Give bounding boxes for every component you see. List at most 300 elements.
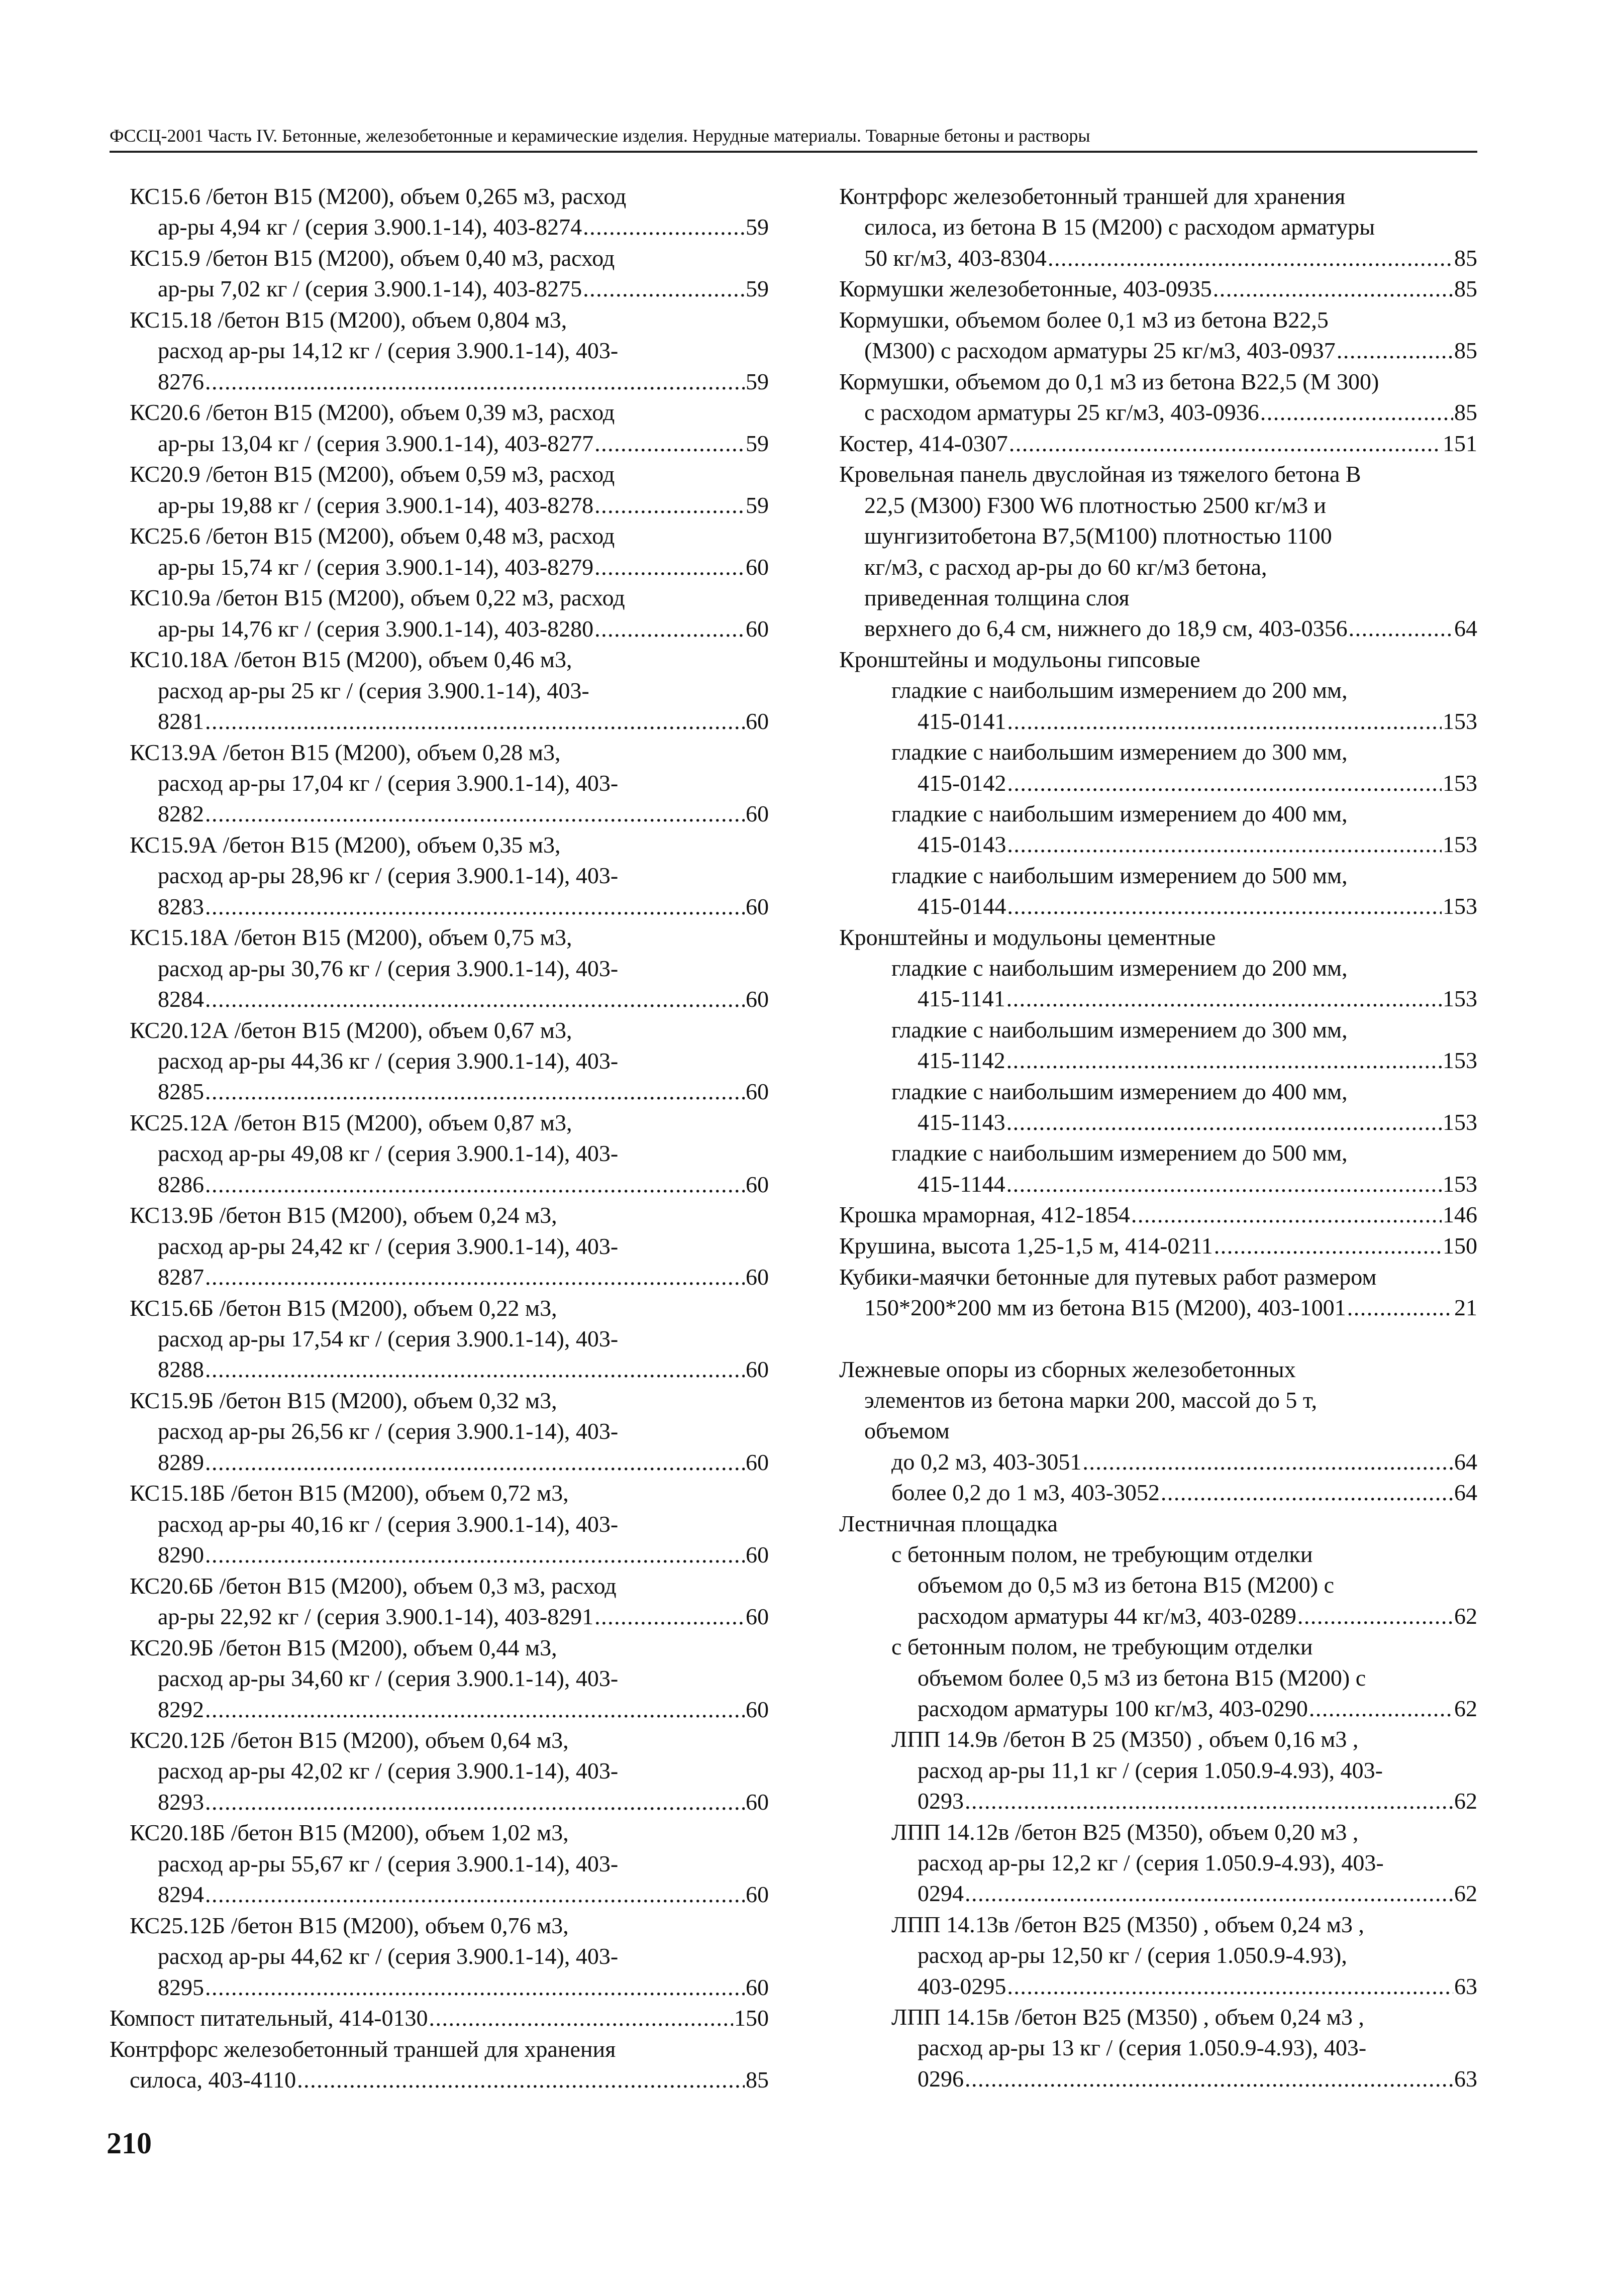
index-text: объемом <box>864 1418 950 1444</box>
index-text: Кровельная панель двуслойная из тяжелого бетона В <box>839 461 1361 487</box>
leader-dots <box>1006 1045 1442 1076</box>
index-text: КС20.9 /бетон В15 (М200), объем 0,59 м3, расход <box>130 461 615 487</box>
index-text: гладкие с наибольшим измерением до 300 мм, <box>891 739 1348 765</box>
page-reference: 60 <box>746 1882 769 1908</box>
index-text: с бетонным полом, не требующим отделки <box>891 1634 1313 1660</box>
index-entry <box>110 1385 769 1478</box>
index-line <box>110 490 769 520</box>
index-line <box>110 1046 769 1076</box>
index-line <box>110 922 769 953</box>
index-text: элементов из бетона марки 200, массой до 5 т, <box>864 1387 1318 1413</box>
index-line <box>839 2002 1477 2032</box>
index-text: гладкие с наибольшим измерением до 500 мм, <box>891 1140 1348 1166</box>
leader-dots <box>1349 613 1453 644</box>
page-reference: 64 <box>1454 1480 1477 1506</box>
page-reference: 153 <box>1443 1171 1477 1197</box>
index-line <box>110 212 769 242</box>
index-text: 150*200*200 мм из бетона В15 (М200), 403-1001 <box>864 1294 1346 1320</box>
index-line <box>839 304 1477 335</box>
index-entry <box>110 1478 769 1570</box>
leader-dots <box>205 1694 745 1725</box>
leader-dots <box>205 1076 745 1107</box>
leader-dots <box>1006 983 1442 1014</box>
index-text: объемом до 0,5 м3 из бетона В15 (М200) с <box>918 1572 1334 1598</box>
index-text: расход ар-ры 34,60 кг / (серия 3.900.1-14), 403- <box>158 1665 619 1692</box>
index-line <box>110 768 769 798</box>
index-text: 8292 <box>158 1696 204 1722</box>
index-text: КС15.9А /бетон В15 (М200), объем 0,35 м3, <box>130 831 561 858</box>
index-line <box>839 1014 1477 1045</box>
index-line <box>839 768 1477 798</box>
index-entry <box>110 644 769 737</box>
page-number: 210 <box>107 2127 152 2160</box>
index-text: гладкие с наибольшим измерением до 500 мм, <box>891 862 1348 888</box>
leader-dots <box>1297 1601 1453 1631</box>
index-text: Кормушки, объемом до 0,1 м3 из бетона В22,5 (М 300) <box>839 368 1379 394</box>
index-text: до 0,2 м3, 403-3051 <box>891 1448 1082 1475</box>
index-text: ар-ры 13,04 кг / (серия 3.900.1-14), 403-8277 <box>158 430 594 456</box>
leader-dots <box>965 1786 1453 1816</box>
index-line <box>839 1724 1477 1754</box>
index-text: верхнего до 6,4 см, нижнего до 18,9 см, 403-0356 <box>864 615 1348 642</box>
index-text: гладкие с наибольшим измерением до 300 мм, <box>891 1016 1348 1042</box>
index-line <box>839 644 1477 675</box>
leader-dots <box>205 1169 745 1200</box>
index-text: 8286 <box>158 1171 204 1197</box>
index-line <box>839 1631 1477 1662</box>
index-text: КС20.18Б /бетон В15 (М200), объем 1,02 м3, <box>130 1820 569 1846</box>
index-line <box>110 891 769 922</box>
leader-dots <box>205 891 745 922</box>
leader-dots <box>1347 1292 1453 1323</box>
leader-dots <box>1161 1477 1453 1508</box>
page-reference: 60 <box>746 1079 769 1105</box>
index-entry <box>110 1015 769 1107</box>
index-line <box>839 243 1477 273</box>
index-text: Кормушки железобетонные, 403-0935 <box>839 276 1212 302</box>
index-text: расходом арматуры 44 кг/м3, 403-0289 <box>918 1603 1296 1629</box>
leader-dots <box>205 1972 745 2003</box>
leader-dots <box>965 2063 1453 2094</box>
page-reference: 151 <box>1443 430 1477 456</box>
index-text: 8290 <box>158 1542 204 1568</box>
index-line <box>110 1787 769 1817</box>
index-line <box>110 1694 769 1725</box>
index-line <box>110 304 769 335</box>
index-line <box>110 1571 769 1601</box>
index-text: 22,5 (М300) F300 W6 плотностью 2500 кг/м3 и <box>864 492 1327 518</box>
page-reference: 153 <box>1443 770 1477 796</box>
index-line <box>110 1663 769 1694</box>
index-entry <box>110 1817 769 1910</box>
index-line <box>839 1199 1477 1230</box>
index-text: Лестничная площадка <box>839 1510 1058 1536</box>
index-line <box>839 212 1477 242</box>
index-line <box>110 1509 769 1539</box>
index-text: КС20.9Б /бетон В15 (М200), объем 0,44 м3, <box>130 1634 557 1660</box>
index-text: расход ар-ры 28,96 кг / (серия 3.900.1-14), 403- <box>158 863 619 889</box>
index-text: Кронштейны и модульоны цементные <box>839 924 1216 950</box>
page-reference: 60 <box>746 1604 769 1630</box>
index-entry <box>110 459 769 520</box>
index-line <box>110 613 769 644</box>
index-line <box>839 1508 1477 1539</box>
index-text: Контрфорс железобетонный траншей для хранения <box>839 183 1346 209</box>
index-line <box>839 1137 1477 1168</box>
index-line <box>839 428 1477 459</box>
index-text: 8285 <box>158 1079 204 1105</box>
index-line <box>839 1477 1477 1508</box>
index-entry <box>110 1293 769 1385</box>
index-text: расход ар-ры 44,36 кг / (серия 3.900.1-14), 403- <box>158 1048 619 1074</box>
index-text: Костер, 414-0307 <box>839 430 1008 456</box>
index-line <box>110 2034 769 2064</box>
index-entry <box>110 1200 769 1292</box>
index-line <box>839 1230 1477 1261</box>
index-line <box>110 1601 769 1632</box>
index-entry <box>110 397 769 459</box>
leader-dots <box>1007 829 1442 860</box>
index-line <box>110 737 769 768</box>
index-line <box>839 1940 1477 1970</box>
page-reference: 59 <box>746 492 769 518</box>
index-text: расход ар-ры 12,2 кг / (серия 1.050.9-4.93), 403- <box>918 1849 1384 1875</box>
leader-dots <box>297 2064 745 2095</box>
page-reference: 60 <box>746 615 769 642</box>
index-text: КС15.9Б /бетон В15 (М200), объем 0,32 м3, <box>130 1388 557 1414</box>
page-reference: 59 <box>746 368 769 394</box>
index-text: ар-ры 22,92 кг / (серия 3.900.1-14), 403-8291 <box>158 1604 594 1630</box>
index-line <box>839 1817 1477 1847</box>
index-text: силоса, 403-4110 <box>130 2067 296 2093</box>
index-line <box>839 1693 1477 1724</box>
index-line <box>110 1138 769 1169</box>
index-line <box>110 1632 769 1663</box>
page-reference: 85 <box>1454 338 1477 364</box>
page-reference: 60 <box>746 1356 769 1383</box>
index-line <box>110 1539 769 1570</box>
index-entry <box>839 1262 1477 1323</box>
index-text: расход ар-ры 49,08 кг / (серия 3.900.1-14), 403- <box>158 1140 619 1167</box>
index-line <box>110 1879 769 1910</box>
index-line <box>110 1972 769 2003</box>
index-line <box>839 1385 1477 1415</box>
index-text: 8295 <box>158 1974 204 2000</box>
index-entry <box>839 1199 1477 1230</box>
index-line <box>110 1725 769 1755</box>
page-reference: 60 <box>746 986 769 1012</box>
page-reference: 60 <box>746 1542 769 1568</box>
index-entry <box>110 181 769 243</box>
index-text: силоса, из бетона В 15 (М200) с расходом арматуры <box>864 214 1375 240</box>
index-line <box>110 1848 769 1879</box>
index-text: расход ар-ры 25 кг / (серия 3.900.1-14), 403- <box>158 677 589 703</box>
page-reference: 62 <box>1454 1881 1477 1907</box>
index-line <box>110 366 769 397</box>
index-entry <box>110 520 769 582</box>
index-line <box>839 922 1477 953</box>
page-reference: 62 <box>1454 1696 1477 1721</box>
leader-dots <box>205 706 745 737</box>
index-line <box>110 582 769 613</box>
index-text: приведенная толщина слоя <box>864 585 1130 611</box>
index-line <box>110 552 769 582</box>
index-text: 8284 <box>158 986 204 1012</box>
leader-dots <box>1006 1169 1442 1199</box>
index-text: расход ар-ры 11,1 кг / (серия 1.050.9-4.93), 403- <box>918 1757 1383 1783</box>
index-text: гладкие с наибольшим измерением до 400 мм, <box>891 800 1348 826</box>
page-reference: 60 <box>746 554 769 580</box>
leader-dots <box>1337 335 1453 366</box>
page-reference: 153 <box>1443 986 1477 1012</box>
index-entry <box>110 2003 769 2033</box>
entry-gap <box>839 1323 1477 1354</box>
page-reference: 153 <box>1443 893 1477 919</box>
index-text: расход ар-ры 24,42 кг / (серия 3.900.1-14), 403- <box>158 1233 619 1259</box>
index-line <box>839 459 1477 489</box>
index-text: гладкие с наибольшим измерением до 200 мм, <box>891 677 1348 703</box>
index-line <box>839 1847 1477 1878</box>
page-reference: 64 <box>1454 1448 1477 1475</box>
index-entry <box>839 1230 1477 1261</box>
page-reference: 153 <box>1443 708 1477 734</box>
index-line <box>839 2063 1477 2094</box>
page-reference: 60 <box>746 801 769 827</box>
index-text: расход ар-ры 26,56 кг / (серия 3.900.1-14), 403- <box>158 1418 619 1444</box>
index-line <box>839 1107 1477 1137</box>
index-text: КС25.12А /бетон В15 (М200), объем 0,87 м3, <box>130 1109 572 1135</box>
index-text: КС25.6 /бетон В15 (М200), объем 0,48 м3, расход <box>130 523 615 549</box>
index-text: КС25.12Б /бетон В15 (М200), объем 0,76 м3, <box>130 1912 569 1938</box>
index-line <box>839 1262 1477 1292</box>
index-text: 50 кг/м3, 403-8304 <box>864 245 1047 271</box>
index-line <box>839 2032 1477 2063</box>
index-line <box>839 983 1477 1014</box>
page-reference: 85 <box>1454 245 1477 271</box>
running-header: ФССЦ-2001 Часть IV. Бетонные, железобетонные и керамические изделия. Нерудные материалы. Товарные бетоны и растворы <box>110 126 1090 146</box>
index-text: КС13.9Б /бетон В15 (М200), объем 0,24 м3, <box>130 1202 557 1228</box>
page-reference: 63 <box>1454 1973 1477 1999</box>
index-text: 8282 <box>158 801 204 827</box>
leader-dots <box>1007 706 1442 737</box>
page-reference: 59 <box>746 276 769 302</box>
index-line <box>110 1231 769 1262</box>
index-text: ЛПП 14.13в /бетон В25 (М350) , объем 0,24 м3 , <box>891 1911 1364 1937</box>
index-text: КС20.6Б /бетон В15 (М200), объем 0,3 м3, расход <box>130 1573 617 1599</box>
index-line <box>110 1817 769 1848</box>
page-reference: 60 <box>746 1264 769 1290</box>
index-entry <box>110 922 769 1014</box>
index-line <box>839 273 1477 304</box>
index-line <box>110 520 769 551</box>
index-line <box>839 1169 1477 1199</box>
index-text: Крушина, высота 1,25-1,5 м, 414-0211 <box>839 1232 1213 1259</box>
index-line <box>110 1262 769 1292</box>
index-line <box>110 1015 769 1046</box>
index-entry <box>110 304 769 397</box>
index-line <box>839 613 1477 644</box>
leader-dots <box>1048 243 1453 273</box>
index-entry <box>110 1910 769 2003</box>
index-entry <box>839 922 1477 1200</box>
index-entry <box>110 1632 769 1725</box>
index-text: 8283 <box>158 893 204 919</box>
index-text: ар-ры 15,74 кг / (серия 3.900.1-14), 403-8279 <box>158 554 594 580</box>
index-text: объемом более 0,5 м3 из бетона В15 (М200) с <box>918 1664 1366 1691</box>
index-line <box>839 1878 1477 1909</box>
index-line <box>839 520 1477 551</box>
index-line <box>839 1971 1477 2002</box>
index-line <box>839 1662 1477 1693</box>
leader-dots <box>1131 1199 1442 1230</box>
index-text: расходом арматуры 100 кг/м3, 403-0290 <box>918 1696 1308 1721</box>
index-line <box>839 366 1477 397</box>
index-entry <box>839 1354 1477 1508</box>
page-reference: 60 <box>746 1696 769 1722</box>
page-reference: 85 <box>1454 276 1477 302</box>
index-line <box>110 1354 769 1385</box>
index-text: 415-0141 <box>918 708 1006 734</box>
index-text: расход ар-ры 30,76 кг / (серия 3.900.1-14), 403- <box>158 955 619 981</box>
index-text: КС15.6 /бетон В15 (М200), объем 0,265 м3, расход <box>130 183 627 209</box>
leader-dots <box>965 1878 1453 1909</box>
index-line <box>839 181 1477 212</box>
leader-dots <box>1213 273 1453 304</box>
leader-dots <box>1082 1446 1453 1477</box>
index-text: 8293 <box>158 1789 204 1815</box>
page-reference: 62 <box>1454 1788 1477 1814</box>
index-text: ЛПП 14.9в /бетон В 25 (М350) , объем 0,16 м3 , <box>891 1726 1359 1752</box>
header-rule <box>110 151 1477 153</box>
index-line <box>839 860 1477 891</box>
index-line <box>839 335 1477 366</box>
index-text: 0293 <box>918 1788 964 1814</box>
leader-dots <box>429 2003 733 2033</box>
leader-dots <box>205 1447 745 1478</box>
index-column-left <box>110 181 769 2096</box>
index-text: 8281 <box>158 708 204 734</box>
page-reference: 59 <box>746 430 769 456</box>
leader-dots <box>205 1539 745 1570</box>
index-line <box>839 798 1477 829</box>
index-text: кг/м3, с расход ар-ры до 60 кг/м3 бетона, <box>864 554 1267 580</box>
index-text: КС20.12Б /бетон В15 (М200), объем 0,64 м3, <box>130 1727 569 1753</box>
leader-dots <box>583 273 745 304</box>
index-entry <box>839 1508 1477 2094</box>
page-reference: 62 <box>1454 1603 1477 1629</box>
page-reference: 60 <box>746 1171 769 1197</box>
page-reference: 85 <box>1454 399 1477 426</box>
index-text: расход ар-ры 12,50 кг / (серия 1.050.9-4.93), <box>918 1942 1347 1968</box>
index-line <box>839 1570 1477 1600</box>
index-line <box>110 1107 769 1138</box>
index-text: 415-1144 <box>918 1171 1005 1197</box>
index-text: гладкие с наибольшим измерением до 400 мм, <box>891 1078 1348 1104</box>
index-entry <box>110 737 769 829</box>
index-line <box>110 1941 769 1971</box>
index-entry <box>839 644 1477 922</box>
index-text: КС15.6Б /бетон В15 (М200), объем 0,22 м3, <box>130 1295 557 1321</box>
page-reference: 153 <box>1443 1048 1477 1074</box>
index-line <box>110 953 769 984</box>
index-text: Лежневые опоры из сборных железобетонных <box>839 1356 1296 1382</box>
index-line <box>839 737 1477 767</box>
index-entry <box>839 181 1477 273</box>
index-line <box>110 860 769 891</box>
index-line <box>110 644 769 675</box>
leader-dots <box>205 798 745 829</box>
index-text: с бетонным полом, не требующим отделки <box>891 1541 1313 1568</box>
leader-dots <box>1009 428 1442 459</box>
page-reference: 60 <box>746 1449 769 1475</box>
leader-dots <box>205 1262 745 1292</box>
leader-dots <box>594 428 745 459</box>
leader-dots <box>1007 1971 1453 2002</box>
page-reference: 63 <box>1454 2065 1477 2092</box>
index-line <box>839 552 1477 582</box>
index-text: Кубики-маячки бетонные для путевых работ размером <box>839 1264 1377 1290</box>
index-text: КС15.18 /бетон В15 (М200), объем 0,804 м3, <box>130 306 567 333</box>
index-entry <box>839 273 1477 304</box>
index-entry <box>839 428 1477 459</box>
index-text: Компост питательный, 414-0130 <box>110 2005 428 2031</box>
index-text: КС13.9А /бетон В15 (М200), объем 0,28 м3, <box>130 739 561 765</box>
index-line <box>110 1169 769 1200</box>
page-reference: 150 <box>734 2005 769 2031</box>
index-line <box>839 1076 1477 1107</box>
index-line <box>110 2003 769 2033</box>
index-text: расход ар-ры 40,16 кг / (серия 3.900.1-14), 403- <box>158 1511 619 1537</box>
index-line <box>110 273 769 304</box>
index-line <box>839 1415 1477 1446</box>
index-text: КС15.18А /бетон В15 (М200), объем 0,75 м3, <box>130 924 572 951</box>
index-line <box>839 582 1477 613</box>
index-text: КС20.12А /бетон В15 (М200), объем 0,67 м3, <box>130 1017 572 1043</box>
page-reference: 85 <box>746 2067 769 2093</box>
leader-dots <box>583 212 745 242</box>
index-line <box>839 1446 1477 1477</box>
page-reference: 146 <box>1443 1202 1477 1228</box>
index-text: КС15.9 /бетон В15 (М200), объем 0,40 м3, расход <box>130 245 615 271</box>
index-line <box>110 181 769 212</box>
index-text: с расходом арматуры 25 кг/м3, 403-0936 <box>864 399 1259 426</box>
page-reference: 21 <box>1454 1294 1477 1320</box>
index-text: 415-1143 <box>918 1109 1005 1135</box>
index-text: ар-ры 19,88 кг / (серия 3.900.1-14), 403-8278 <box>158 492 594 518</box>
index-text: КС10.9а /бетон В15 (М200), объем 0,22 м3, расход <box>130 585 625 611</box>
index-text: шунгизитобетона В7,5(М100) плотностью 1100 <box>864 523 1332 549</box>
index-text: 415-1142 <box>918 1048 1005 1074</box>
index-text: 415-0142 <box>918 770 1006 796</box>
index-text: расход ар-ры 13 кг / (серия 1.050.9-4.93), 403- <box>918 2035 1367 2061</box>
index-line <box>839 953 1477 983</box>
index-line <box>839 1786 1477 1816</box>
index-line <box>839 829 1477 860</box>
leader-dots <box>205 1354 745 1385</box>
index-line <box>110 1293 769 1323</box>
page-reference: 153 <box>1443 831 1477 858</box>
index-line <box>839 397 1477 428</box>
leader-dots <box>1309 1693 1453 1724</box>
index-text: 415-0144 <box>918 893 1006 919</box>
index-text: расход ар-ры 44,62 кг / (серия 3.900.1-14), 403- <box>158 1943 619 1969</box>
index-line <box>110 1478 769 1508</box>
index-line <box>110 706 769 737</box>
leader-dots <box>1007 891 1442 921</box>
index-line <box>839 706 1477 737</box>
index-line <box>110 2064 769 2095</box>
index-line <box>839 1755 1477 1786</box>
